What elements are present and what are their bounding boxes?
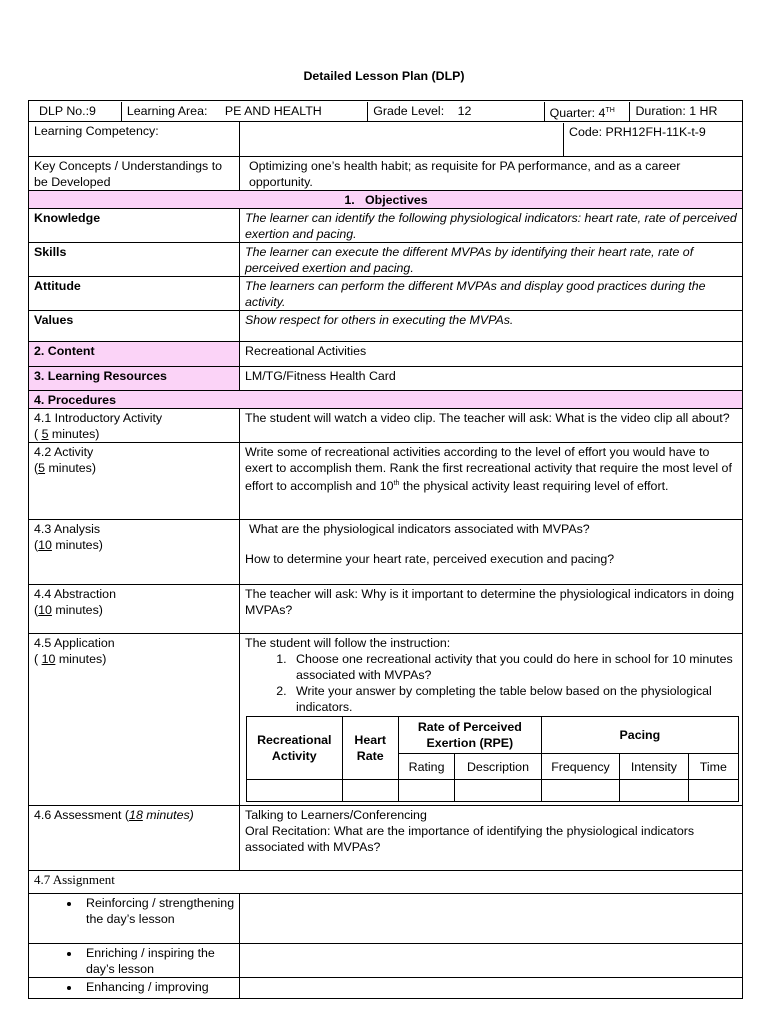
application-time-unit: minutes): [55, 652, 107, 667]
assignment-row: [29, 894, 743, 944]
blank-cell[interactable]: [342, 780, 398, 802]
activity-row: [29, 443, 743, 520]
activity-time-num: 5: [38, 461, 46, 476]
abstraction-time-num: 10: [38, 603, 52, 618]
intro-time-num: 5: [41, 427, 49, 442]
values-label: Values: [29, 311, 240, 342]
abstraction-label: 4.4 Abstraction: [34, 587, 116, 602]
grade-level-value: 12: [457, 104, 472, 118]
assignment-heading: 4.7 Assignment: [29, 871, 743, 894]
activity-time-unit: minutes): [45, 461, 97, 476]
assignment-item: • Enriching / inspiring the day’s lesson: [81, 945, 235, 977]
analysis-question-2: How to determine your heart rate, perceived execution and pacing?: [245, 552, 615, 567]
grade-level: [368, 102, 544, 121]
objectives-heading-row: [29, 191, 743, 209]
quarter-text: Quarter: 4: [549, 106, 606, 121]
application-time-num: 10: [41, 652, 56, 667]
col-rpe: Rate of Perceived Exertion (RPE): [398, 717, 541, 754]
analysis-time-open: (: [34, 538, 39, 553]
quarter-sup: TH: [605, 107, 615, 114]
key-concepts-label: Key Concepts / Understandings to be Developed: [29, 157, 240, 191]
blank-cell[interactable]: [541, 780, 619, 802]
duration: Duration: 1 HR: [635, 104, 718, 118]
blank-cell[interactable]: [247, 780, 343, 802]
col-pacing: Pacing: [541, 717, 738, 754]
competency-row: [29, 122, 743, 157]
competency-label: Learning Competency:: [29, 122, 240, 157]
abstraction-label-cell: [29, 585, 240, 634]
col-heart-rate: Heart Rate: [342, 717, 398, 780]
header-strip: [34, 102, 738, 121]
col-pacing-frequency: Frequency: [541, 754, 619, 780]
activity-time: [34, 460, 235, 476]
application-steps: [245, 651, 740, 715]
knowledge-value: The learner can identify the following physiological indicators: heart rate, rate of perceived exertion and pacing.: [240, 209, 743, 243]
activity-text-b: the physical activity least requiring level of effort.: [399, 479, 669, 494]
values-value: Show respect for others in executing the MVPAs.: [240, 311, 743, 342]
assignment-row: [29, 978, 743, 999]
header-row: [29, 101, 743, 122]
abstraction-row: [29, 585, 743, 634]
learning-area-value: PE AND HEALTH: [224, 104, 322, 118]
attitude-value: The learners can perform the different MVPAs and display good practices during the activity.: [240, 277, 743, 311]
activity-time-open: (: [34, 461, 39, 476]
blank-cell[interactable]: [455, 780, 542, 802]
application-time-open: (: [34, 652, 42, 667]
application-label: 4.5 Application: [34, 636, 115, 651]
analysis-row: [29, 520, 743, 585]
indicators-table: [246, 716, 739, 802]
knowledge-row: [29, 209, 743, 243]
learning-area: [122, 102, 368, 121]
blank-cell[interactable]: [398, 780, 454, 802]
activity-text: [240, 443, 743, 520]
content-value: Recreational Activities: [240, 342, 743, 367]
procedures-heading: 4. Procedures: [29, 391, 743, 409]
intro-activity-time: [34, 426, 235, 442]
col-recreational-activity: Recreational Activity: [247, 717, 343, 780]
intro-activity-label-cell: [29, 409, 240, 443]
assignment-heading-row: [29, 871, 743, 894]
assignment-row: [29, 944, 743, 978]
abstraction-time-open: (: [34, 603, 39, 618]
intro-time-unit: minutes): [48, 427, 100, 442]
knowledge-label: Knowledge: [29, 209, 240, 243]
analysis-time-unit: minutes): [51, 538, 103, 553]
activity-label: 4.2 Activity: [34, 445, 94, 460]
col-pacing-intensity: Intensity: [620, 754, 688, 780]
values-row: [29, 311, 743, 342]
key-concepts-value: Optimizing one’s health habit; as requisite for PA performance, and as a career opportunity.: [240, 157, 743, 191]
intro-activity-label: 4.1 Introductory Activity: [34, 411, 163, 426]
application-time: [34, 651, 235, 667]
application-step: 1. Choose one recreational activity that you could do here in school for 10 minutes associated with MVPAs?: [290, 651, 740, 683]
activity-text-a: Write some of recreational activities according to the level of effort you would have to exert to accomplish them. Rank the first recreational activity that require the most level of effort to accomplish and 10: [245, 445, 732, 494]
competency-value: [245, 123, 564, 156]
resources-label: 3. Learning Resources: [29, 367, 240, 391]
analysis-time-num: 10: [38, 538, 52, 553]
procedures-heading-row: [29, 391, 743, 409]
abstraction-time-unit: minutes): [51, 603, 103, 618]
abstraction-text: The teacher will ask: Why is it important to determine the physiological indicators in doing MVPAs?: [240, 585, 743, 634]
objectives-heading: [29, 191, 743, 209]
application-intro: The student will follow the instruction:: [245, 636, 451, 651]
assignment-answer[interactable]: [240, 944, 743, 978]
resources-value: LM/TG/Fitness Health Card: [240, 367, 743, 391]
assessment-line-2: Oral Recitation: What are the importance of identifying the physiological indicators associated with MVPAs?: [245, 824, 695, 855]
content-label: 2. Content: [29, 342, 240, 367]
intro-time-open: (: [34, 427, 42, 442]
application-text-cell: [240, 634, 743, 806]
intro-activity-row: [29, 409, 743, 443]
assessment-label: 4.6 Assessment (: [34, 808, 130, 823]
application-step: 2. Write your answer by completing the table below based on the physiological indicators.: [290, 683, 740, 715]
analysis-time: [34, 537, 235, 553]
col-pacing-time: Time: [688, 754, 738, 780]
activity-label-cell: [29, 443, 240, 520]
resources-row: [29, 367, 743, 391]
analysis-text-cell: [240, 520, 743, 585]
quarter: [545, 102, 631, 121]
objectives-heading-num: 1.: [344, 193, 355, 208]
skills-label: Skills: [29, 243, 240, 277]
analysis-label: 4.3 Analysis: [34, 522, 101, 537]
analysis-label-cell: [29, 520, 240, 585]
attitude-row: [29, 277, 743, 311]
content-row: [29, 342, 743, 367]
col-rpe-description: Description: [455, 754, 542, 780]
assessment-label-cell: [29, 806, 240, 871]
blank-cell[interactable]: [620, 780, 688, 802]
objectives-heading-text: Objectives: [364, 193, 428, 208]
assignment-answer[interactable]: [240, 978, 743, 999]
activity-text-sup: th: [393, 480, 400, 488]
intro-activity-text: The student will watch a video clip. The teacher will ask: What is the video clip all about?: [240, 409, 743, 443]
application-row: [29, 634, 743, 806]
dlp-number: DLP No.:9: [34, 102, 122, 121]
blank-cell[interactable]: [688, 780, 738, 802]
assessment-row: [29, 806, 743, 871]
assignment-item: • Reinforcing / strengthening the day’s lesson: [81, 895, 235, 927]
assessment-time-unit: minutes): [142, 808, 194, 823]
grade-level-label: Grade Level:: [373, 104, 445, 118]
indicators-blank-row: [247, 780, 739, 802]
abstraction-time: [34, 602, 235, 618]
assignment-item: • Enhancing / improving: [81, 979, 235, 995]
application-label-cell: [29, 634, 240, 806]
skills-value: The learner can execute the different MVPAs by identifying their heart rate, rate of perceived exertion and pacing.: [240, 243, 743, 277]
competency-code: Code: PRH12FH-11K-t-9: [569, 125, 706, 140]
assignment-answer[interactable]: [240, 894, 743, 944]
learning-area-label: Learning Area:: [126, 104, 208, 118]
attitude-label: Attitude: [29, 277, 240, 311]
analysis-question-1: What are the physiological indicators associated with MVPAs?: [249, 522, 590, 537]
col-rpe-rating: Rating: [398, 754, 454, 780]
assessment-line-1: Talking to Learners/Conferencing: [245, 808, 427, 823]
skills-row: [29, 243, 743, 277]
lesson-plan-table: [28, 100, 743, 999]
key-concepts-row: [29, 157, 743, 191]
assessment-time-num: 18: [129, 808, 143, 823]
document-title: Detailed Lesson Plan (DLP): [303, 69, 465, 83]
assessment-text-cell: [240, 806, 743, 871]
